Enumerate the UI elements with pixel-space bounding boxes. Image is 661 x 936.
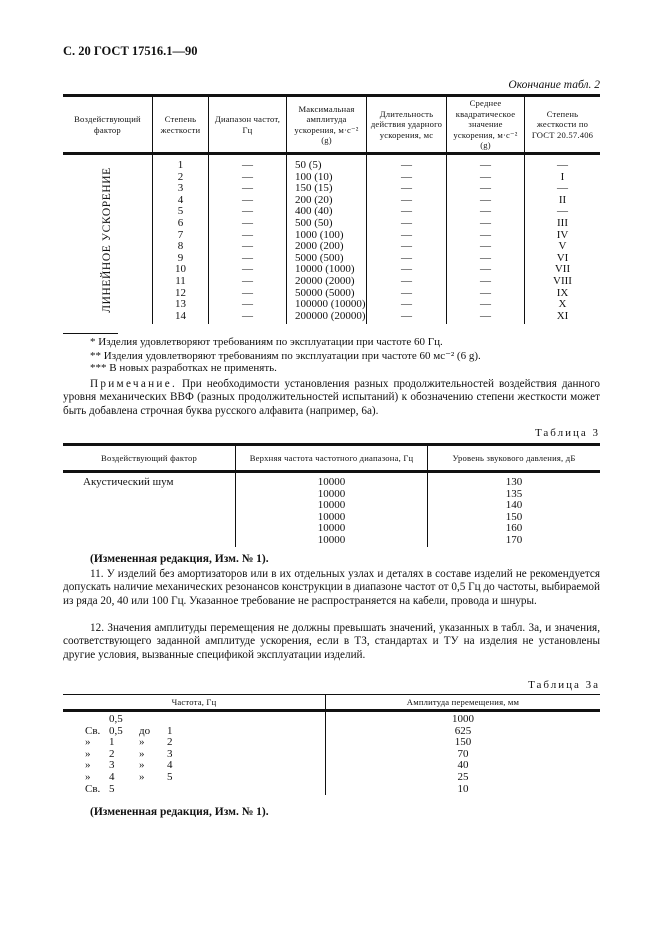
frequency-part: 0,5 [109,724,123,737]
duration-cell: — [401,309,412,322]
amplitude-cell: 5000 (500) [295,251,344,264]
amplitude-cell: 500 (50) [295,216,333,229]
col-header-degree: Степень жесткости [153,96,209,154]
gost-cell: IV [556,228,569,241]
degree-cell: 13 [175,298,186,311]
frequency-part: » [85,770,91,783]
amplitude-cell: 2000 (200) [295,240,344,253]
degree-column [153,154,209,325]
frequency-part: Св. [85,782,101,795]
degree-cell: 4 [177,193,184,206]
range-cell: — [242,286,253,299]
rms-cell: — [480,240,491,253]
frequency-cell: 10000 [317,487,346,500]
rms-cell: — [480,205,491,218]
degree-cell: 6 [177,216,184,229]
range-cell: — [242,205,253,218]
frequency-part: 5 [167,770,173,783]
amplitude-cell: 1000 (100) [295,228,344,241]
amplitude-cell: 50000 (5000) [295,286,355,299]
degree-cell: 10 [175,263,186,276]
frequency-column [236,472,428,547]
amendment-note-2: (Измененная редакция, Изм. № 1). [90,806,269,818]
duration-cell: — [401,216,412,229]
table-3a [63,694,600,795]
note-paragraph [63,378,600,418]
note-text: При необходимости установления разных продолжительностей воздействия данного уровня механических ВВФ (разных продолжительностей испытаний) к обозначению степени жесткости может быть добавлена строчная буква русского алфавита (например, 6а). [63,378,600,417]
amplitude-column [287,154,367,325]
footnote-3: *** В новых разработках не применять. [90,362,277,374]
frequency-cell [85,772,325,784]
factor-cell [63,154,153,325]
duration-cell: — [401,274,412,287]
frequency-cell: 10000 [317,476,346,488]
gost-cell: XI [556,309,569,322]
rms-cell: — [480,216,491,229]
table-2 [63,94,600,324]
range-cell: — [242,309,253,322]
gost-cell: III [557,216,568,229]
amplitude-cell: 40 [457,759,469,772]
range-cell: — [242,193,253,206]
duration-cell: — [401,193,412,206]
col-header-upper-frequency: Верхняя частота частотного диапазона, Гц [236,445,428,472]
range-cell: — [242,159,253,171]
degree-cell: 3 [177,182,184,195]
factor-cell: Акустический шум [83,476,174,488]
level-cell: 160 [505,522,523,535]
col-header-displacement: Амплитуда перемещения, мм [326,695,601,711]
level-cell: 150 [505,510,523,523]
amplitude-cell: 100 (10) [295,170,333,183]
amplitude-cell: 150 (15) [295,182,333,195]
col-header-factor: Воздействующий фактор [101,452,197,463]
rms-cell: — [480,251,491,264]
rms-cell: — [480,193,491,206]
note-label: Примечание. [90,378,178,390]
col-header-amplitude: Максимальная амплитуда ускорения, м·с⁻² (g) [287,96,367,154]
rms-cell: — [480,228,491,241]
col-header-range: Диапазон частот, Гц [209,96,287,154]
degree-cell: 12 [175,286,186,299]
amplitude-cell: 150 [454,736,472,749]
level-cell: 140 [505,499,523,512]
gost-cell: V [558,240,567,253]
degree-cell: 9 [177,251,184,264]
frequency-part: » [85,759,91,772]
amplitude-cell: 10 [457,782,469,795]
range-cell: — [242,240,253,253]
frequency-cell [85,760,325,772]
table-3a-caption: Таблица 3а [528,679,600,691]
range-cell: — [242,216,253,229]
amplitude-cell: 625 [454,724,472,737]
frequency-part: » [139,759,145,772]
factor-label: ЛИНЕЙНОЕ УСКОРЕНИЕ [100,166,113,313]
range-column [209,154,287,325]
gost-cell: VII [554,263,571,276]
degree-cell: 5 [177,205,184,218]
amendment-note-1: (Измененная редакция, Изм. № 1). [90,553,269,565]
gost-cell: VI [556,251,569,264]
range-cell: — [242,182,253,195]
frequency-cell [85,726,325,738]
frequency-part: до [139,724,151,737]
frequency-cell [85,784,325,796]
gost-cell: I [560,170,565,183]
col-header-duration: Длительность действия ударного ускорения, мс [367,96,447,154]
range-cell: — [242,274,253,287]
degree-cell: 7 [177,228,184,241]
duration-cell: — [401,240,412,253]
amplitude-cell: 10000 (1000) [295,263,355,276]
frequency-part: » [139,747,145,760]
gost-cell: — [557,182,568,195]
rms-cell: — [480,263,491,276]
gost-cell: IX [556,286,569,299]
frequency-part: 3 [109,759,115,772]
rms-column [447,154,525,325]
paragraph-12: 12. Значения амплитуды перемещения не должны превышать значений, указанных в табл. 3а, и значения, соответствующего заданной амплитуде ускорения, если в ТЗ, стандартах и ТУ на изделия не установлены другие условия, вызванные спецификой эксплуатации изделий. [63,622,600,661]
range-cell: — [242,228,253,241]
gost-cell: VIII [553,274,572,287]
frequency-part: 3 [167,747,173,760]
level-cell: 135 [505,487,523,500]
rms-cell: — [480,159,491,171]
table-3 [63,443,600,547]
amplitude-cell: 100000 (10000) [295,298,366,311]
rms-cell: — [480,286,491,299]
table-3-caption: Таблица 3 [534,427,600,439]
range-cell: — [242,251,253,264]
range-cell: — [242,298,253,311]
col-header-frequency: Частота, Гц [171,696,217,707]
frequency-cell [85,749,325,761]
frequency-cell: 10000 [317,533,346,546]
amplitude-column [326,711,601,796]
frequency-cell: 10000 [317,510,346,523]
frequency-part: 1 [167,724,173,737]
amplitude-cell: 25 [457,770,469,783]
frequency-part: » [139,736,145,749]
rms-cell: — [480,298,491,311]
rms-cell: — [480,274,491,287]
frequency-cell: 10000 [317,522,346,535]
rms-cell: — [480,182,491,195]
amplitude-cell: 400 (40) [295,205,333,218]
amplitude-cell: 1000 [452,713,474,725]
amplitude-cell: 20000 (2000) [295,274,355,287]
frequency-cell: 10000 [317,499,346,512]
frequency-part: » [139,770,145,783]
duration-cell: — [401,170,412,183]
frequency-part: 2 [109,747,115,760]
col-header-sound-level: Уровень звукового давления, дБ [428,445,601,472]
gost-cell: — [557,205,568,218]
table-2-header-row [63,96,600,154]
frequency-part: 1 [109,736,115,749]
paragraph-11: 11. У изделий без амортизаторов или в их отдельных узлах и деталях в составе изделий не рекомендуется допускать наличие механических резонансов конструкции в диапазоне частот от 0,5 Гц до частоты, выбираемой из ряда 20, 40 или 100 Гц. Указанное требование не распространяется на кабели, провода и шнуры. [63,568,600,607]
gost-column [525,154,601,325]
frequency-part: » [85,747,91,760]
level-column [428,472,601,547]
frequency-part: 5 [109,782,115,795]
duration-cell: — [401,298,412,311]
amplitude-cell: 200000 (20000) [295,309,366,322]
amplitude-cell: 50 (5) [295,159,322,171]
duration-cell: — [401,228,412,241]
gost-cell: X [558,298,567,311]
degree-cell: 2 [177,170,184,183]
level-cell: 130 [505,476,523,488]
degree-cell: 8 [177,240,184,253]
duration-cell: — [401,251,412,264]
frequency-part: 4 [167,759,173,772]
duration-cell: — [401,159,412,171]
table-continuation-label: Окончание табл. 2 [508,79,600,91]
duration-cell: — [401,286,412,299]
footnote-1: * Изделия удовлетворяют требованиям по эксплуатации при частоте 60 Гц. [90,336,443,348]
col-header-gost: Степень жесткости по ГОСТ 20.57.406 [525,96,601,154]
level-cell: 170 [505,533,523,546]
frequency-cell [85,737,325,749]
page-header: С. 20 ГОСТ 17516.1—90 [63,44,198,58]
rms-cell: — [480,170,491,183]
col-header-rms: Среднее квадратическое значение ускорения, м·с⁻² (g) [447,96,525,154]
duration-cell: — [401,205,412,218]
duration-cell: — [401,182,412,195]
degree-cell: 11 [175,274,186,287]
rms-cell: — [480,309,491,322]
degree-cell: 1 [177,159,184,171]
frequency-part: Св. [85,724,101,737]
duration-column [367,154,447,325]
amplitude-cell: 70 [457,747,469,760]
duration-cell: — [401,263,412,276]
range-cell: — [242,263,253,276]
frequency-part: » [85,736,91,749]
degree-cell: 14 [175,309,186,322]
frequency-part: 2 [167,736,173,749]
frequency-column [63,711,326,796]
amplitude-cell: 200 (20) [295,193,333,206]
frequency-part: 0,5 [109,713,123,725]
footnote-divider [63,333,118,334]
frequency-part: 4 [109,770,115,783]
gost-cell: II [558,193,567,206]
col-header-factor: Воздействующий фактор [74,114,141,135]
range-cell: — [242,170,253,183]
gost-cell: — [557,159,568,171]
footnote-2: ** Изделия удовлетворяют требованиям по эксплуатации при частоте 60 мс⁻² (6 g). [90,350,481,362]
frequency-cell [85,714,325,726]
